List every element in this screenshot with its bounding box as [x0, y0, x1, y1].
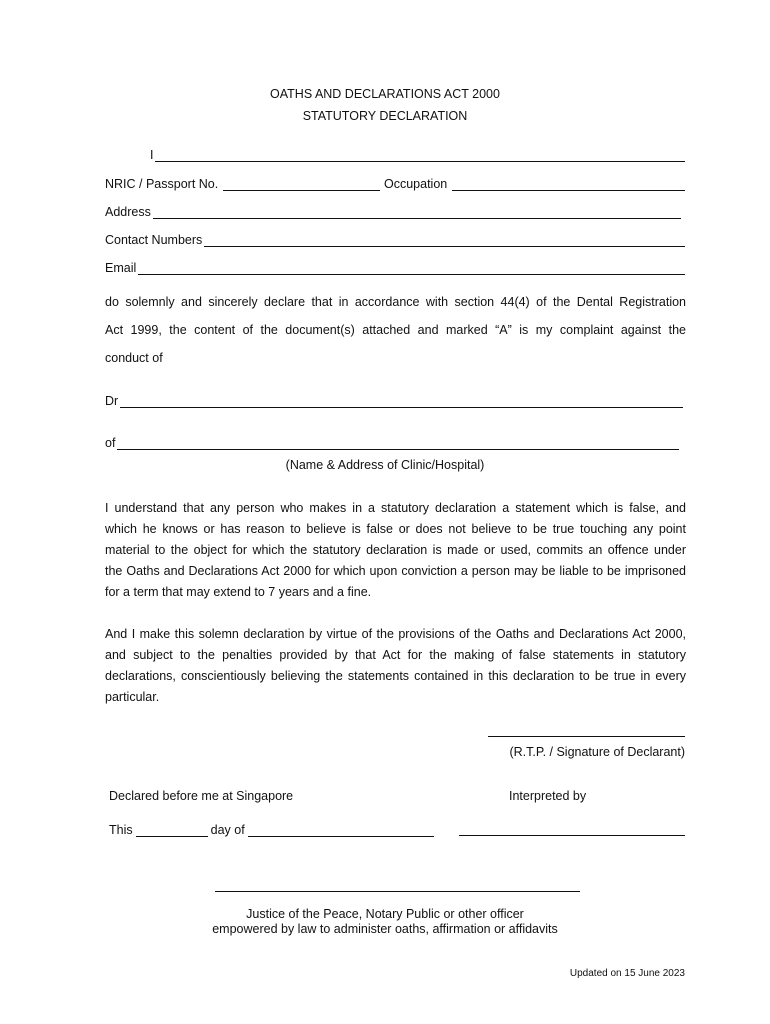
warning-line-2: which he knows or has reason to believe is false or does not believe to be true touching any point [105, 522, 686, 536]
declarant-signature-line[interactable] [488, 736, 685, 737]
interpreted-by-label: Interpreted by [509, 789, 587, 803]
doctor-name-field[interactable] [105, 394, 683, 408]
nric-field[interactable] [105, 177, 380, 191]
email-label: Email [105, 261, 137, 275]
declaration-line-1: do solemnly and sincerely declare that in accordance with section 44(4) of the Dental Registration [105, 295, 686, 309]
officer-signature-line[interactable] [215, 891, 580, 892]
day-of-label: day of [210, 823, 245, 837]
email-line[interactable] [138, 263, 685, 275]
solemn-line-1: And I make this solemn declaration by virtue of the provisions of the Oaths and Declarations Act 2000, [105, 627, 686, 641]
updated-date: Updated on 15 June 2023 [569, 968, 685, 979]
declarant-signature-caption: (R.T.P. / Signature of Declarant) [509, 745, 685, 759]
clinic-address-field[interactable] [105, 436, 679, 450]
declared-before-label: Declared before me at Singapore [109, 789, 294, 803]
declarant-name-line[interactable] [155, 150, 685, 162]
occupation-label: Occupation [384, 177, 448, 191]
declaration-line-3: conduct of [105, 351, 163, 365]
solemn-line-3: declarations, conscientiously believing the statements contained in this declaration to be true in every [105, 669, 686, 683]
contact-numbers-field[interactable] [105, 233, 685, 247]
occupation-line[interactable] [452, 179, 685, 191]
solemn-line-2: and subject to the penalties provided by that Act for the making of false statements in statutory [105, 648, 686, 662]
declarant-name-field[interactable] [150, 148, 685, 162]
doctor-name-label: Dr [105, 394, 119, 408]
officer-caption-line-2: empowered by law to administer oaths, affirmation or affidavits [212, 922, 558, 936]
address-field[interactable] [105, 205, 681, 219]
act-title: OATHS AND DECLARATIONS ACT 2000 [270, 87, 500, 101]
clinic-address-line[interactable] [117, 438, 679, 450]
nric-line[interactable] [223, 179, 380, 191]
interpreter-signature-line[interactable] [459, 835, 685, 836]
declaration-paragraph [105, 288, 686, 372]
clinic-address-label: of [105, 436, 116, 450]
occupation-field[interactable] [384, 177, 685, 191]
warning-line-1: I understand that any person who makes in a statutory declaration a statement which is false, and [105, 501, 686, 515]
email-field[interactable] [105, 261, 685, 275]
solemn-line-4: particular. [105, 690, 160, 704]
warning-line-4: the Oaths and Declarations Act 2000 for which upon conviction a person may be liable to be imprisoned [105, 564, 686, 578]
this-label: This [109, 823, 133, 837]
doctor-name-line[interactable] [120, 396, 683, 408]
declarant-name-label: I [150, 148, 154, 162]
warning-line-3: material to the object for which the statutory declaration is made or used, commits an offence under [105, 543, 686, 557]
address-line[interactable] [153, 207, 681, 219]
month-year-line[interactable] [248, 825, 434, 837]
officer-caption-line-1: Justice of the Peace, Notary Public or other officer [246, 907, 524, 921]
warning-paragraph [105, 498, 686, 603]
warning-line-5: for a term that may extend to 7 years and a fine. [105, 585, 372, 599]
declaration-line-2: Act 1999, the content of the document(s) attached and marked “A” is my complaint against the [105, 323, 686, 337]
contact-numbers-label: Contact Numbers [105, 233, 203, 247]
day-line[interactable] [136, 825, 208, 837]
document-title: STATUTORY DECLARATION [302, 109, 468, 123]
nric-label: NRIC / Passport No. [105, 177, 219, 191]
date-field [109, 823, 434, 837]
solemn-paragraph [105, 624, 686, 708]
address-label: Address [105, 205, 151, 219]
contact-numbers-line[interactable] [204, 235, 685, 247]
clinic-address-caption: (Name & Address of Clinic/Hospital) [285, 458, 485, 472]
